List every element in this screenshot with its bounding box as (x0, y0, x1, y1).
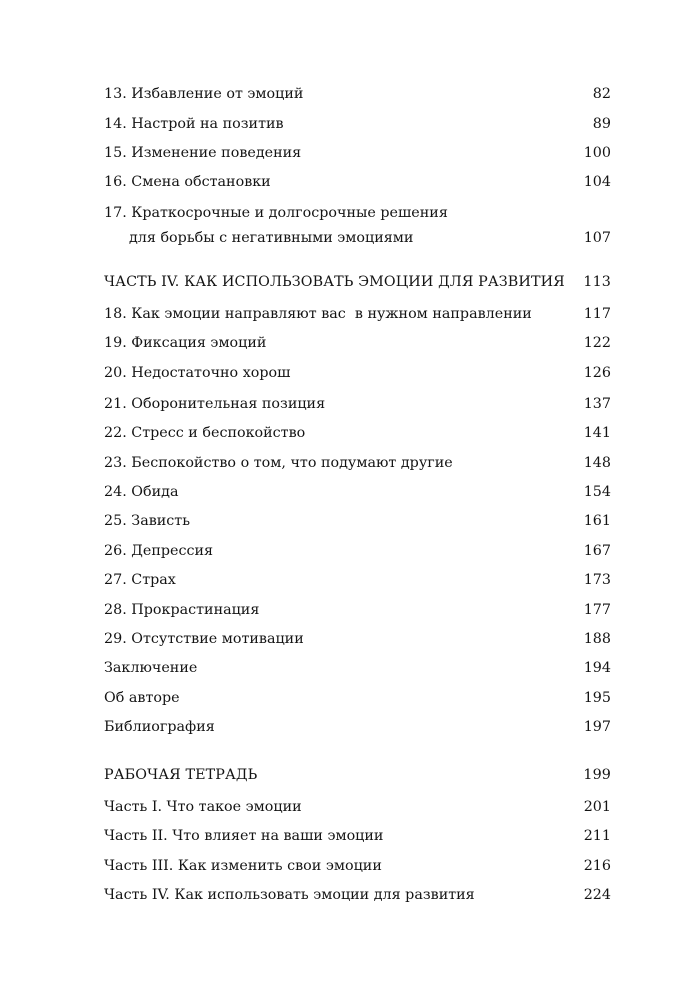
toc-entry[interactable] (104, 453, 611, 473)
toc-entry[interactable] (104, 717, 611, 737)
toc-part-title: РАБОЧАЯ ТЕТРАДЬ (104, 767, 258, 783)
toc-entry-title: 29. Отсутствие мотивации (104, 631, 304, 647)
toc-entry-title: 15. Изменение поведения (104, 145, 302, 161)
toc-entry-page: 173 (583, 572, 611, 588)
toc-entry-page: 211 (583, 828, 611, 844)
toc-entry[interactable] (104, 570, 611, 590)
toc-entry-title: 13. Избавление от эмоций (104, 86, 304, 102)
toc-entry-title: 23. Беспокойство о том, что подумают другие (104, 455, 453, 471)
toc-part-heading[interactable] (104, 765, 611, 785)
toc-entry-title: Часть I. Что такое эмоции (104, 799, 302, 815)
toc-entry[interactable] (104, 172, 611, 192)
toc-entry-page: 126 (583, 365, 611, 381)
toc-entry-title: Часть III. Как изменить свои эмоции (104, 858, 382, 874)
toc-entry[interactable] (104, 423, 611, 443)
toc-entry-page: 224 (583, 887, 611, 903)
toc-entry-page: 201 (583, 799, 611, 815)
toc-entry-page: 197 (583, 719, 611, 735)
toc-entry-page: 154 (583, 484, 611, 500)
toc-entry-page: 104 (583, 174, 611, 190)
toc-entry[interactable] (104, 333, 611, 353)
toc-entry-title-line1: 17. Краткосрочные и долгосрочные решения (104, 205, 448, 221)
toc-entry[interactable] (104, 394, 611, 414)
toc-entry-page: 113 (583, 274, 611, 290)
toc-part-title: ЧАСТЬ IV. КАК ИСПОЛЬЗОВАТЬ ЭМОЦИИ ДЛЯ РАЗВИТИЯ (104, 274, 565, 290)
toc-entry-title: 18. Как эмоции направляют вас в нужном направлении (104, 306, 532, 322)
toc-entry[interactable] (104, 688, 611, 708)
toc-entry-page: 148 (583, 455, 611, 471)
toc-entry-title: 21. Оборонительная позиция (104, 396, 326, 412)
toc-entry[interactable] (104, 600, 611, 620)
toc-entry-title: 26. Депрессия (104, 543, 214, 559)
toc-entry[interactable] (104, 304, 611, 324)
toc-entry[interactable] (104, 629, 611, 649)
toc-entry-title: Библиография (104, 719, 215, 735)
toc-entry[interactable] (104, 797, 611, 817)
toc-entry[interactable] (104, 363, 611, 383)
toc-entry-title: 25. Зависть (104, 513, 190, 529)
toc-entry-title: 14. Настрой на позитив (104, 116, 284, 132)
toc-entry-page: 100 (583, 145, 611, 161)
toc-entry-title: 16. Смена обстановки (104, 174, 271, 190)
toc-entry-title: 20. Недостаточно хорош (104, 365, 291, 381)
toc-entry-page: 177 (583, 602, 611, 618)
toc-entry-page: 137 (583, 396, 611, 412)
toc-entry[interactable] (104, 511, 611, 531)
toc-entry-page: 107 (583, 230, 611, 246)
toc-entry-title: 22. Стресс и беспокойство (104, 425, 306, 441)
toc-entry-title: 27. Страх (104, 572, 176, 588)
toc-entry-page: 199 (583, 767, 611, 783)
toc-entry-page: 117 (583, 306, 611, 322)
toc-entry-title: Об авторе (104, 690, 180, 706)
toc-entry-page: 216 (583, 858, 611, 874)
toc-entry[interactable] (104, 84, 611, 104)
toc-entry[interactable] (104, 541, 611, 561)
toc-entry[interactable] (104, 114, 611, 134)
toc-entry-title: 24. Обида (104, 484, 179, 500)
toc-entry-page: 122 (583, 335, 611, 351)
toc-entry-title: Часть II. Что влияет на ваши эмоции (104, 828, 384, 844)
toc-entry-title: 28. Прокрастинация (104, 602, 260, 618)
toc-entry[interactable] (104, 826, 611, 846)
toc-entry-page: 167 (583, 543, 611, 559)
toc-entry[interactable] (104, 482, 611, 502)
toc-entry-title: Заключение (104, 660, 198, 676)
toc-entry[interactable] (104, 143, 611, 163)
toc-entry-page: 188 (583, 631, 611, 647)
toc-entry-page: 161 (583, 513, 611, 529)
toc-entry-page: 195 (583, 690, 611, 706)
toc-entry-title: 19. Фиксация эмоций (104, 335, 267, 351)
toc-entry-page: 141 (583, 425, 611, 441)
toc-entry-title: Часть IV. Как использовать эмоции для развития (104, 887, 475, 903)
toc-entry-title-line2: для борьбы с негативными эмоциями (129, 230, 414, 246)
toc-entry-multiline[interactable] (104, 203, 611, 248)
table-of-contents (104, 0, 611, 1001)
toc-entry[interactable] (104, 885, 611, 905)
toc-entry[interactable] (104, 658, 611, 678)
toc-entry-page: 89 (592, 116, 611, 132)
toc-entry-page: 82 (592, 86, 611, 102)
toc-part-heading[interactable] (104, 272, 611, 292)
toc-entry[interactable] (104, 856, 611, 876)
toc-entry-page: 194 (583, 660, 611, 676)
